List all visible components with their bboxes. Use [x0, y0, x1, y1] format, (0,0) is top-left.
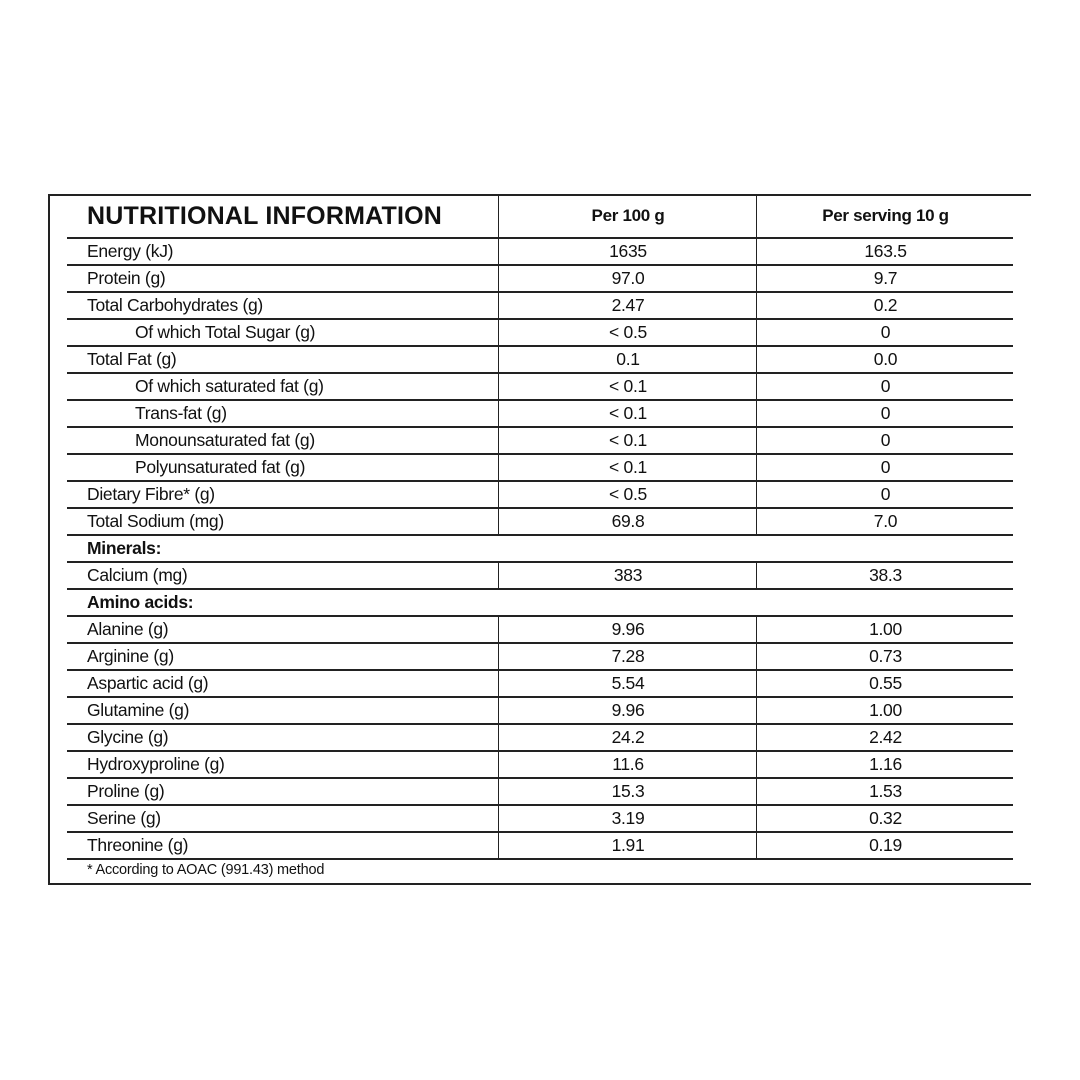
value-per-100g: 11.6	[498, 752, 757, 777]
table-row	[67, 752, 1013, 779]
nutrient-label: Glycine (g)	[87, 727, 169, 747]
table-row	[67, 347, 1013, 374]
column-header-per-100g: Per 100 g	[498, 195, 757, 237]
table-row	[67, 563, 1013, 590]
table-row	[67, 293, 1013, 320]
value-per-serving: 1.00	[756, 698, 1014, 723]
value-per-serving: 38.3	[756, 563, 1014, 588]
value-per-100g: < 0.1	[498, 455, 757, 480]
value-per-serving: 1.53	[756, 779, 1014, 804]
table-row	[67, 833, 1013, 860]
table-row	[67, 509, 1013, 536]
table-row	[67, 644, 1013, 671]
nutrient-label: Of which saturated fat (g)	[135, 376, 324, 396]
section-label: Minerals:	[87, 538, 162, 558]
section-header-row	[67, 536, 1013, 563]
table-body	[67, 239, 1013, 860]
value-per-serving: 0.2	[756, 293, 1014, 318]
section-label: Amino acids:	[87, 592, 194, 612]
value-per-100g: 7.28	[498, 644, 757, 669]
nutrient-label: Protein (g)	[87, 268, 166, 288]
value-per-serving: 0	[756, 428, 1014, 453]
nutrient-label: Of which Total Sugar (g)	[135, 322, 316, 342]
value-per-100g: < 0.1	[498, 401, 757, 426]
nutrient-label: Calcium (mg)	[87, 565, 188, 585]
value-per-100g: 5.54	[498, 671, 757, 696]
value-per-serving: 1.00	[756, 617, 1014, 642]
nutrition-table	[67, 195, 1013, 860]
value-per-serving: 7.0	[756, 509, 1014, 534]
nutrient-label: Proline (g)	[87, 781, 165, 801]
value-per-serving: 0.0	[756, 347, 1014, 372]
nutrient-label: Alanine (g)	[87, 619, 169, 639]
nutrient-label: Hydroxyproline (g)	[87, 754, 225, 774]
value-per-serving: 0	[756, 482, 1014, 507]
nutrient-label: Energy (kJ)	[87, 241, 174, 261]
table-row	[67, 806, 1013, 833]
table-row	[67, 698, 1013, 725]
nutrient-label: Total Sodium (mg)	[87, 511, 224, 531]
value-per-100g: 3.19	[498, 806, 757, 831]
table-row	[67, 617, 1013, 644]
value-per-100g: 24.2	[498, 725, 757, 750]
nutrient-label: Glutamine (g)	[87, 700, 190, 720]
value-per-100g: 1.91	[498, 833, 757, 858]
nutrient-label: Threonine (g)	[87, 835, 189, 855]
table-row	[67, 725, 1013, 752]
value-per-serving: 0	[756, 401, 1014, 426]
nutrient-label: Dietary Fibre* (g)	[87, 484, 215, 504]
table-row	[67, 779, 1013, 806]
value-per-serving: 0	[756, 320, 1014, 345]
column-header-per-serving: Per serving 10 g	[756, 195, 1014, 237]
table-row	[67, 266, 1013, 293]
footnote: * According to AOAC (991.43) method	[87, 862, 325, 878]
value-per-100g: < 0.1	[498, 374, 757, 399]
nutrient-label: Trans-fat (g)	[135, 403, 227, 423]
value-per-100g: < 0.5	[498, 482, 757, 507]
table-row	[67, 455, 1013, 482]
value-per-100g: 383	[498, 563, 757, 588]
value-per-serving: 163.5	[756, 239, 1014, 264]
section-header-row	[67, 590, 1013, 617]
value-per-serving: 2.42	[756, 725, 1014, 750]
table-row	[67, 401, 1013, 428]
nutrient-label: Polyunsaturated fat (g)	[135, 457, 306, 477]
table-row	[67, 320, 1013, 347]
table-header	[67, 195, 1013, 239]
value-per-serving: 0	[756, 374, 1014, 399]
value-per-serving: 0.55	[756, 671, 1014, 696]
value-per-100g: 69.8	[498, 509, 757, 534]
value-per-serving: 0	[756, 455, 1014, 480]
value-per-100g: 15.3	[498, 779, 757, 804]
value-per-100g: 9.96	[498, 698, 757, 723]
table-row	[67, 671, 1013, 698]
value-per-100g: 9.96	[498, 617, 757, 642]
value-per-serving: 9.7	[756, 266, 1014, 291]
table-row	[67, 428, 1013, 455]
nutrient-label: Aspartic acid (g)	[87, 673, 209, 693]
nutrient-label: Arginine (g)	[87, 646, 174, 666]
value-per-100g: 2.47	[498, 293, 757, 318]
value-per-serving: 0.32	[756, 806, 1014, 831]
nutrient-label: Monounsaturated fat (g)	[135, 430, 315, 450]
table-title: NUTRITIONAL INFORMATION	[87, 201, 443, 230]
value-per-100g: 0.1	[498, 347, 757, 372]
value-per-100g: 97.0	[498, 266, 757, 291]
value-per-serving: 0.19	[756, 833, 1014, 858]
table-row	[67, 239, 1013, 266]
value-per-100g: < 0.5	[498, 320, 757, 345]
nutrient-label: Total Carbohydrates (g)	[87, 295, 263, 315]
value-per-serving: 0.73	[756, 644, 1014, 669]
nutrient-label: Serine (g)	[87, 808, 161, 828]
table-row	[67, 482, 1013, 509]
value-per-serving: 1.16	[756, 752, 1014, 777]
value-per-100g: 1635	[498, 239, 757, 264]
table-row	[67, 374, 1013, 401]
nutrient-label: Total Fat (g)	[87, 349, 177, 369]
value-per-100g: < 0.1	[498, 428, 757, 453]
